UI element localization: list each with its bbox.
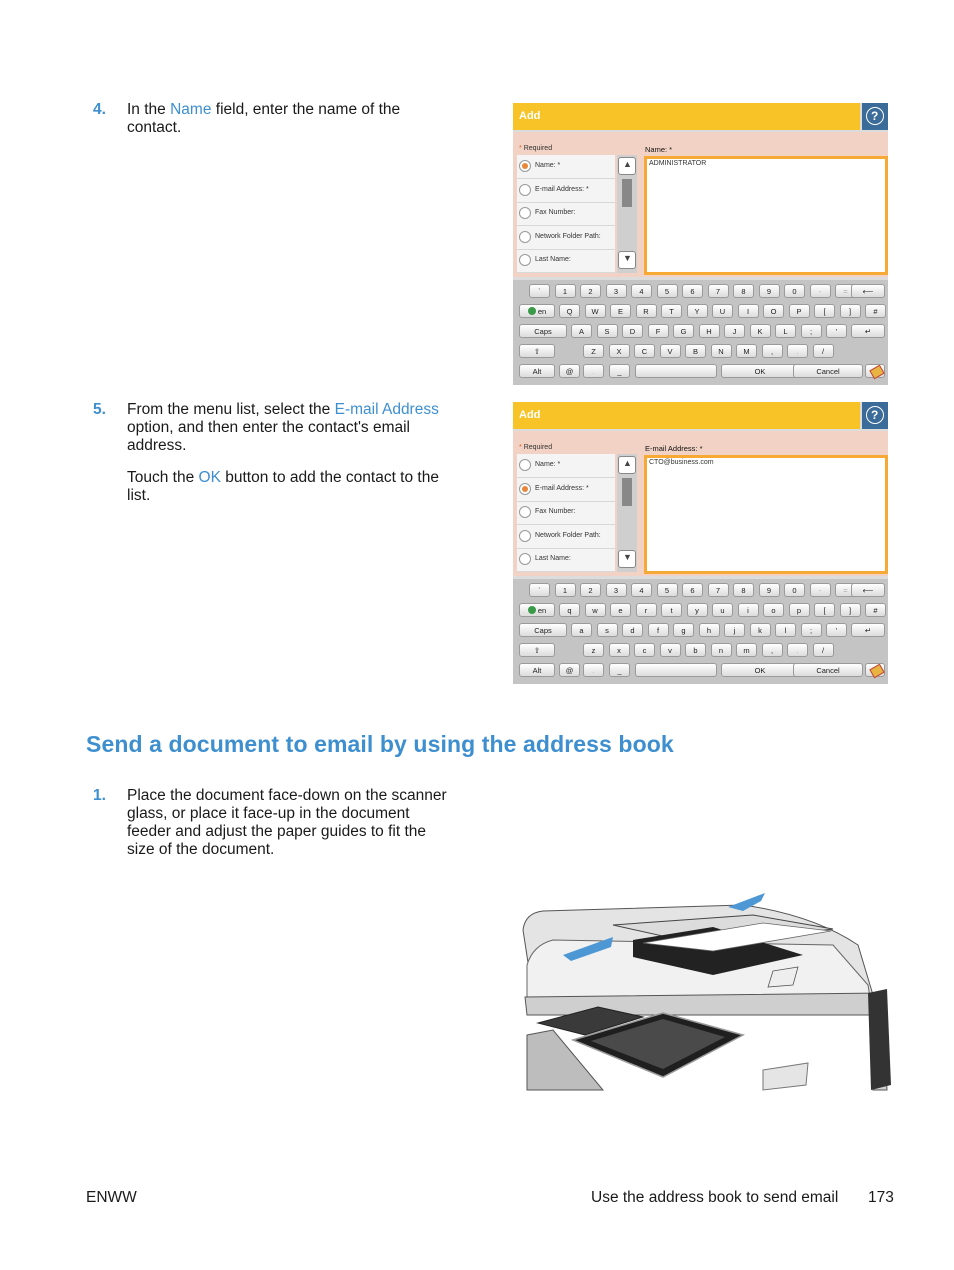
key[interactable]: / [813,643,834,657]
menu-item-label: E-mail Address: * [535,185,589,193]
key[interactable]: , [762,344,783,358]
key[interactable]: m [736,643,757,657]
key[interactable]: , [762,643,783,657]
dot-key[interactable]: . [583,663,604,677]
key[interactable]: ` [529,583,550,597]
key[interactable]: [ [814,603,835,617]
key[interactable]: b [685,643,706,657]
screen-title: Add [519,409,541,421]
field-title: E-mail Address: * [645,444,703,453]
key[interactable]: F [648,324,669,338]
help-button[interactable] [862,402,888,429]
menu-item-label: Name: * [535,162,561,169]
title-bar [513,103,860,130]
menu-item-label: Last Name: [535,555,571,563]
key[interactable]: ' [826,623,847,637]
required-mark: * [519,145,522,152]
step-text: In the [127,101,171,118]
chevron-up-icon: ▲ [623,458,632,468]
key[interactable]: t [661,603,682,617]
key[interactable]: x [609,643,630,657]
printer-illustration [513,885,893,1095]
key[interactable]: M [736,344,757,358]
ok-key[interactable]: OK [721,663,799,677]
step-5 [86,401,456,519]
radio-icon [519,459,531,471]
step-1 [86,787,456,873]
radio-icon [519,254,531,266]
key[interactable]: S [597,324,618,338]
step-text: Place the document face-down on the scanner glass, or place it face-up in the document feeder and adjust the paper guides to fit the size of the document. [127,787,447,858]
key[interactable]: r [636,603,657,617]
eraser-key[interactable] [865,364,885,378]
step-number: 1. [93,787,106,804]
step-text: field, enter the name of the contact. [127,101,401,136]
underscore-key[interactable]: _ [609,663,630,677]
radio-icon [519,483,531,495]
key[interactable]: 1 [555,284,576,298]
required-label: Required [523,444,553,451]
key[interactable]: 6 [682,284,703,298]
menu-item-label: Network Folder Path: [535,232,601,240]
step-number: 5. [93,401,106,418]
key[interactable]: s [597,623,618,637]
key[interactable]: Q [559,304,580,318]
key[interactable]: g [673,623,694,637]
key[interactable]: f [648,623,669,637]
key[interactable]: 3 [606,284,627,298]
menu-item[interactable] [517,202,615,226]
key[interactable]: 5 [657,583,678,597]
key[interactable]: ] [840,304,861,318]
field-value: CTO@business.com [649,459,714,466]
key[interactable]: e [610,603,631,617]
key[interactable]: 4 [631,284,652,298]
key[interactable]: i [738,603,759,617]
field-value: ADMINISTRATOR [649,160,707,167]
key[interactable]: 9 [759,583,780,597]
key[interactable]: 5 [657,284,678,298]
key[interactable]: . [787,344,808,358]
key[interactable]: ] [840,603,861,617]
scroll-down-button[interactable] [618,251,636,269]
footer-title: Use the address book to send email [591,1189,839,1206]
key[interactable]: / [813,344,834,358]
language-key[interactable] [519,603,555,617]
menu-item-label: Last Name: [535,256,571,264]
add-contact-screen-name [513,103,888,385]
key[interactable]: = [835,284,856,298]
alt-key[interactable]: Alt [519,364,555,378]
radio-icon [519,506,531,518]
menu-item[interactable] [517,548,615,572]
radio-icon [519,160,531,172]
key[interactable]: D [622,324,643,338]
key[interactable]: p [789,603,810,617]
key[interactable]: 7 [708,583,729,597]
key[interactable]: [ [814,304,835,318]
key[interactable]: - [810,583,831,597]
radio-icon [519,553,531,565]
key[interactable]: ; [801,324,822,338]
radio-icon [519,184,531,196]
menu-item[interactable] [517,155,615,179]
backspace-key[interactable]: ⟵ [851,583,885,597]
menu-item[interactable] [517,478,615,502]
key[interactable]: 7 [708,284,729,298]
key[interactable]: Z [583,344,604,358]
key[interactable]: 1 [555,583,576,597]
caps-key[interactable]: Caps [519,324,567,338]
key[interactable]: 0 [784,583,805,597]
at-key[interactable]: @ [559,364,580,378]
key[interactable]: - [810,284,831,298]
step-number: 4. [93,101,106,118]
key[interactable]: 2 [580,583,601,597]
menu-item-label: Fax Number: [535,209,576,217]
key[interactable]: H [699,324,720,338]
key[interactable]: I [738,304,759,318]
step-text: option, and then enter the contact's email address. [127,419,411,454]
section-heading: Send a document to email by using the address book [86,731,674,757]
menu-item-label: Fax Number: [535,508,576,516]
radio-icon [519,231,531,243]
scrollbar[interactable] [617,454,637,572]
menu-item[interactable] [517,249,615,273]
key[interactable]: B [685,344,706,358]
key[interactable]: 4 [631,583,652,597]
key[interactable]: X [609,344,630,358]
ok-ref: OK [198,469,221,486]
key[interactable]: C [634,344,655,358]
key[interactable]: K [750,324,771,338]
required-mark: * [519,444,522,451]
chevron-down-icon: ▼ [623,552,632,562]
step-text: Touch the [127,469,199,486]
step-text: From the menu list, select the [127,401,335,418]
page-number: 173 [868,1189,894,1206]
add-contact-screen-email [513,402,888,684]
on-screen-keyboard [513,579,888,684]
screen-title: Add [519,110,541,122]
key[interactable]: l [775,623,796,637]
enter-key[interactable]: ↵ [851,324,885,338]
key[interactable]: E [610,304,631,318]
key[interactable]: o [763,603,784,617]
key[interactable]: O [763,304,784,318]
radio-icon [519,207,531,219]
language-label: en [537,606,547,615]
menu-item[interactable] [517,179,615,203]
key[interactable]: 3 [606,583,627,597]
key[interactable]: A [571,324,592,338]
key[interactable]: J [724,324,745,338]
menu-item-label: Name: * [535,461,561,468]
scroll-thumb[interactable] [622,478,632,506]
radio-icon [519,530,531,542]
scroll-down-button[interactable] [618,550,636,568]
key[interactable]: d [622,623,643,637]
key[interactable]: u [712,603,733,617]
shift-key[interactable]: ⇧ [519,344,555,358]
key[interactable]: h [699,623,720,637]
form-area [513,431,888,576]
key[interactable]: 9 [759,284,780,298]
shift-key[interactable]: ⇧ [519,643,555,657]
menu-item[interactable] [517,501,615,525]
cancel-key[interactable]: Cancel [793,663,863,677]
key[interactable]: j [724,623,745,637]
key[interactable]: # [865,304,886,318]
key[interactable]: ' [826,324,847,338]
key[interactable]: 8 [733,284,754,298]
key[interactable]: n [711,643,732,657]
key[interactable]: V [660,344,681,358]
scroll-thumb[interactable] [622,179,632,207]
help-icon: ? [871,109,879,123]
key[interactable]: U [712,304,733,318]
name-field-ref: Name [170,101,212,118]
help-icon: ? [871,408,879,422]
field-title: Name: * [645,145,673,154]
required-note [519,145,552,152]
menu-item-label: E-mail Address: * [535,484,589,492]
dot-key[interactable]: . [583,364,604,378]
key[interactable]: k [750,623,771,637]
menu-item[interactable] [517,454,615,478]
key[interactable]: G [673,324,694,338]
eraser-key[interactable] [865,663,885,677]
help-button[interactable] [862,103,888,130]
field-menu-list [517,155,615,273]
key[interactable]: a [571,623,592,637]
chevron-down-icon: ▼ [623,253,632,263]
title-bar [513,402,860,429]
underscore-key[interactable]: _ [609,364,630,378]
on-screen-keyboard [513,280,888,385]
key[interactable]: v [660,643,681,657]
scrollbar[interactable] [617,155,637,273]
key[interactable]: Y [687,304,708,318]
required-note [519,444,552,451]
email-address-ref: E-mail Address [334,401,439,418]
chevron-up-icon: ▲ [623,159,632,169]
text-input-field[interactable] [644,455,888,574]
key[interactable]: R [636,304,657,318]
form-area [513,132,888,277]
key[interactable]: q [559,603,580,617]
field-menu-list [517,454,615,572]
key[interactable]: y [687,603,708,617]
key[interactable]: N [711,344,732,358]
space-key[interactable] [635,364,717,378]
at-key[interactable]: @ [559,663,580,677]
footer-left: ENWW [86,1189,137,1206]
key[interactable]: ` [529,284,550,298]
space-key[interactable] [635,663,717,677]
step-text: button to add the contact to the list. [127,469,439,504]
required-label: Required [523,145,553,152]
ok-key[interactable]: OK [721,364,799,378]
key[interactable]: . [787,643,808,657]
menu-item[interactable] [517,525,615,549]
step-4 [86,101,456,151]
key[interactable]: T [661,304,682,318]
key[interactable]: w [585,603,606,617]
key[interactable]: # [865,603,886,617]
alt-key[interactable]: Alt [519,663,555,677]
key[interactable]: 8 [733,583,754,597]
key[interactable]: 6 [682,583,703,597]
menu-item-label: Network Folder Path: [535,531,601,539]
enter-key[interactable]: ↵ [851,623,885,637]
key[interactable]: P [789,304,810,318]
language-label: en [537,307,547,316]
key[interactable]: ; [801,623,822,637]
cancel-key[interactable]: Cancel [793,364,863,378]
backspace-key[interactable]: ⟵ [851,284,885,298]
text-input-field[interactable] [644,156,888,275]
scroll-up-button[interactable] [618,157,636,175]
language-key[interactable] [519,304,555,318]
scroll-up-button[interactable] [618,456,636,474]
key[interactable]: 0 [784,284,805,298]
key[interactable]: L [775,324,796,338]
key[interactable]: = [835,583,856,597]
key[interactable]: W [585,304,606,318]
caps-key[interactable]: Caps [519,623,567,637]
key[interactable]: c [634,643,655,657]
menu-item[interactable] [517,226,615,250]
key[interactable]: z [583,643,604,657]
key[interactable]: 2 [580,284,601,298]
